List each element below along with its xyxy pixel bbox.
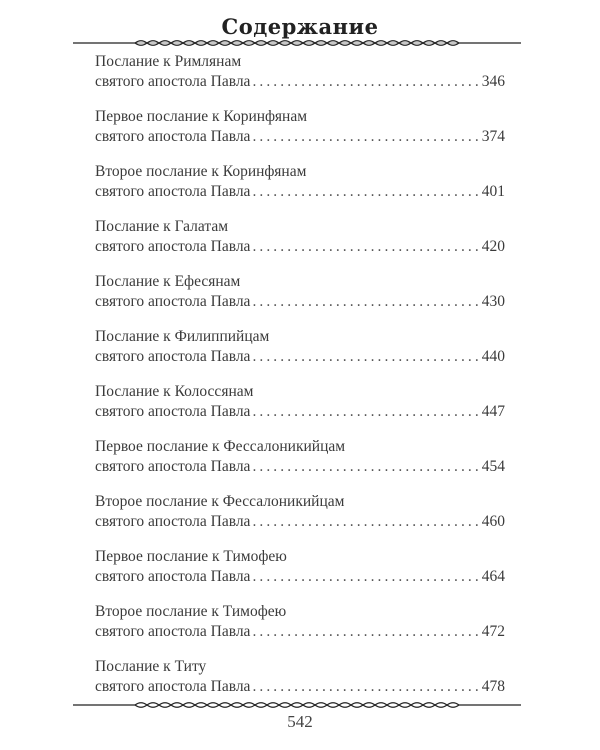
toc-entry-1-thessalonians[interactable] xyxy=(95,437,505,492)
toc-entry-ephesians[interactable] xyxy=(95,272,505,327)
entry-title: Послание к Колоссянам xyxy=(95,383,254,400)
dot-leader xyxy=(252,567,479,587)
entry-subtitle: святого апостола Павла xyxy=(95,567,251,585)
dot-leader xyxy=(252,457,479,477)
dot-leader xyxy=(252,512,479,532)
entry-page-number: 440 xyxy=(481,347,505,365)
entry-title: Второе послание к Тимофею xyxy=(95,603,287,620)
entry-page-number: 454 xyxy=(481,457,505,475)
entry-page-number: 478 xyxy=(481,677,505,695)
entry-title: Второе послание к Коринфянам xyxy=(95,163,307,180)
entry-page-number: 374 xyxy=(481,127,505,145)
toc-entry-colossians[interactable] xyxy=(95,382,505,437)
entry-title: Второе послание к Фессалоникийцам xyxy=(95,493,345,510)
entry-title: Послание к Филиппийцам xyxy=(95,328,270,345)
entry-title: Послание к Римлянам xyxy=(95,53,242,70)
page-number: 542 xyxy=(287,712,313,731)
entry-subtitle: святого апостола Павла xyxy=(95,127,251,145)
dot-leader xyxy=(252,182,479,202)
entry-title: Первое послание к Коринфянам xyxy=(95,108,308,125)
toc-entry-1-timothy[interactable] xyxy=(95,547,505,602)
dot-leader xyxy=(252,292,479,312)
entry-title: Первое послание к Тимофею xyxy=(95,548,287,565)
dot-leader xyxy=(252,677,479,697)
entry-subtitle: святого апостола Павла xyxy=(95,347,251,365)
entry-page-number: 430 xyxy=(481,292,505,310)
toc-entry-romans[interactable] xyxy=(95,52,505,107)
entry-subtitle: святого апостола Павла xyxy=(95,237,251,255)
toc-entry-philippians[interactable] xyxy=(95,327,505,382)
entry-page-number: 346 xyxy=(481,72,505,90)
toc-entry-2-timothy[interactable] xyxy=(95,602,505,657)
entry-title: Послание к Ефесянам xyxy=(95,273,241,290)
dot-leader xyxy=(252,237,479,257)
entry-title: Послание к Галатам xyxy=(95,218,229,235)
entry-page-number: 420 xyxy=(481,237,505,255)
table-of-contents xyxy=(95,52,505,712)
entry-page-number: 401 xyxy=(481,182,505,200)
entry-page-number: 460 xyxy=(481,512,505,530)
entry-subtitle: святого апостола Павла xyxy=(95,182,251,200)
entry-subtitle: святого апостола Павла xyxy=(95,622,251,640)
toc-entry-2-thessalonians[interactable] xyxy=(95,492,505,547)
entry-subtitle: святого апостола Павла xyxy=(95,402,251,420)
dot-leader xyxy=(252,127,479,147)
ornamental-rule-bottom xyxy=(73,700,521,710)
dot-leader xyxy=(252,72,479,92)
ornamental-rule-top xyxy=(73,38,521,48)
toc-entry-galatians[interactable] xyxy=(95,217,505,272)
entry-page-number: 447 xyxy=(481,402,505,420)
toc-entry-2-corinthians[interactable] xyxy=(95,162,505,217)
entry-title: Послание к Титу xyxy=(95,658,207,675)
toc-entry-1-corinthians[interactable] xyxy=(95,107,505,162)
entry-subtitle: святого апостола Павла xyxy=(95,457,251,475)
entry-subtitle: святого апостола Павла xyxy=(95,512,251,530)
dot-leader xyxy=(252,347,479,367)
entry-title: Первое послание к Фессалоникийцам xyxy=(95,438,346,455)
dot-leader xyxy=(252,622,479,642)
page-title: Содержание xyxy=(221,14,379,39)
entry-subtitle: святого апостола Павла xyxy=(95,292,251,310)
entry-subtitle: святого апостола Павла xyxy=(95,72,251,90)
dot-leader xyxy=(252,402,479,422)
entry-page-number: 472 xyxy=(481,622,505,640)
entry-page-number: 464 xyxy=(481,567,505,585)
entry-subtitle: святого апостола Павла xyxy=(95,677,251,695)
